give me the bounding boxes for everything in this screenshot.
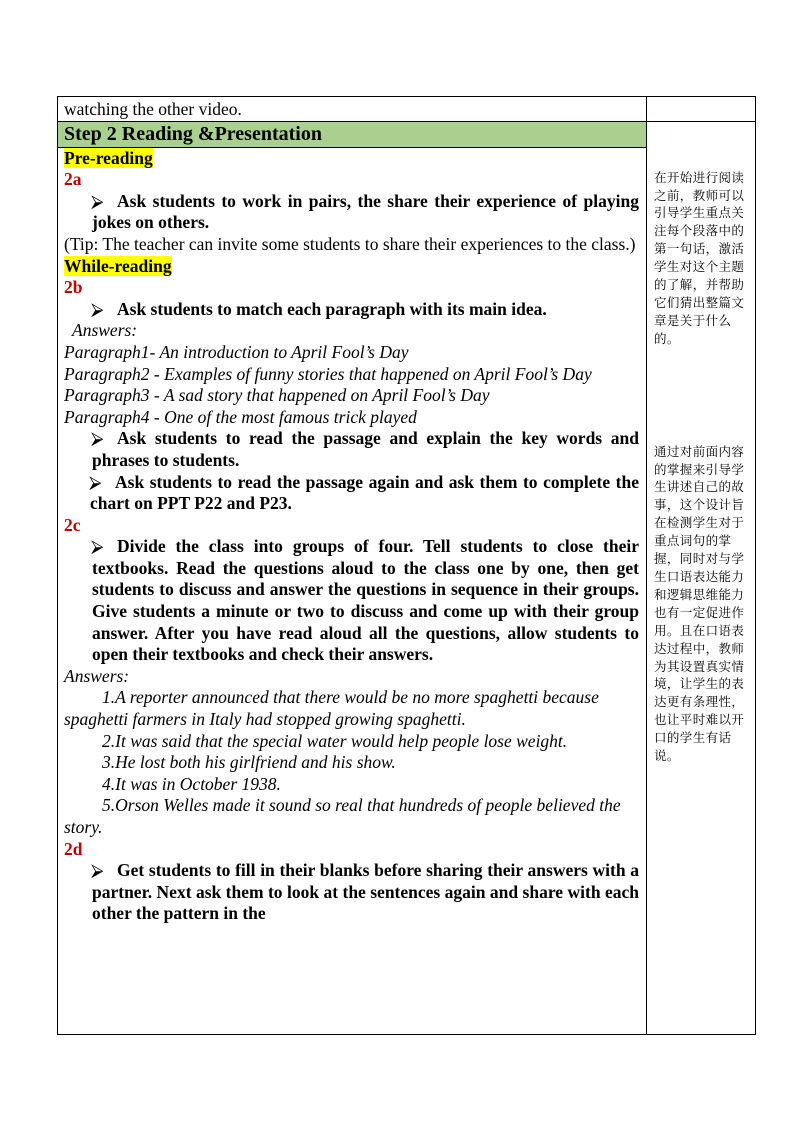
answer-2c-item: 3.He lost both his girlfriend and his show. [102, 752, 396, 773]
section-label-2d: 2d [64, 838, 83, 859]
bullet-2b-1-text: Ask students to match each paragraph with its main idea. [117, 298, 547, 319]
answer-2b-item: Paragraph4 - One of the most famous trick played [64, 406, 417, 427]
bullet-2c [64, 536, 639, 666]
bullet-2b-2-text: Ask students to read the passage and explain the key words and phrases to students. [92, 428, 639, 470]
lesson-plan-table [57, 96, 756, 1035]
step-title: Step 2 Reading &Presentation [58, 122, 646, 148]
bullet-2d-text: Get students to fill in their blanks before sharing their answers with a partner. Next ask them to look at the sentences again and share with each other the pattern in the [92, 860, 639, 924]
while-reading-heading: While-reading [64, 255, 172, 276]
bullet-2b-3 [64, 472, 639, 515]
step2-main-cell [58, 121, 647, 1034]
bullet-2b-1 [64, 299, 639, 321]
table-row-step2 [58, 121, 756, 1034]
teaching-notes-cell [647, 121, 756, 1034]
arrowhead-bullet-icon: ⮚ [91, 298, 104, 319]
answer-2c-item: 4.It was in October 1938. [102, 773, 281, 794]
answer-2b-item: Paragraph2 - Examples of funny stories that happened on April Fool’s Day [64, 363, 592, 384]
answer-2c-item: 5.Orson Welles made it sound so real that hundreds of people believed the story. [64, 795, 621, 837]
section-label-2b: 2b [64, 277, 83, 298]
continuation-text: watching the other video. [64, 99, 242, 119]
bullet-2d [64, 860, 639, 925]
answer-2b-item: Paragraph3 - A sad story that happened on April Fool’s Day [64, 385, 490, 406]
bullet-2b-2 [64, 428, 639, 471]
bullet-2c-text: Divide the class into groups of four. Tell students to close their textbooks. Read the questions aloud to the class one by one, then get students to discuss and answer the questions in sequence in their groups. Give students a minute or two to discuss and come up with their group answer. After you have read aloud all the questions, allow students to open their textbooks and check their answers. [92, 536, 639, 665]
section-label-2c: 2c [64, 514, 81, 535]
arrowhead-bullet-icon: ⮚ [89, 471, 102, 492]
pre-reading-heading: Pre-reading [64, 147, 153, 168]
arrowhead-bullet-icon: ⮚ [91, 536, 104, 557]
section-label-2a: 2a [64, 169, 82, 190]
table-row-continuation [58, 97, 756, 122]
answer-2b-item: Paragraph1- An introduction to April Fool’s Day [64, 341, 409, 362]
bullet-2a-text: Ask students to work in pairs, the share their experience of playing jokes on others. [92, 190, 639, 233]
bullet-2a [64, 191, 639, 234]
arrowhead-bullet-icon: ⮚ [91, 190, 104, 211]
bullet-2b-3-text: Ask students to read the passage again and ask them to complete the chart on PPT P22 and P23. [90, 471, 639, 514]
step2-body [58, 148, 646, 1034]
answers-2c-label: Answers: [64, 665, 130, 686]
continuation-note-cell [647, 97, 756, 122]
tip-2a: (Tip: The teacher can invite some students to share their experiences to the class.) [64, 233, 636, 254]
continuation-cell [58, 97, 647, 122]
teaching-note-1: 在开始进行阅读之前，教师可以引导学生重点关注每个段落中的第一句话，激活学生对这个主题的了解，并帮助它们猜出整篇文章是关于什么的。 [654, 169, 745, 346]
answers-2b-label: Answers: [72, 320, 138, 341]
teaching-note-2: 通过对前面内容的掌握来引导学生讲述自己的故事，这个设计旨在检测学生对于重点词句的掌握，同时对与学生口语表达能力和逻辑思维能力也有一定促进作用。且在口语表达过程中，教师为其设置真实情境，让学生的表达更有条理性，也让平时难以开口的学生有话说。 [654, 443, 745, 764]
arrowhead-bullet-icon: ⮚ [91, 428, 104, 449]
answer-2c-item: 1.A reporter announced that there would be no more spaghetti because spaghetti farmers in Italy had stopped growing spaghetti. [64, 687, 599, 730]
answer-2c-item: 2.It was said that the special water would help people lose weight. [102, 730, 568, 751]
arrowhead-bullet-icon: ⮚ [91, 860, 104, 881]
